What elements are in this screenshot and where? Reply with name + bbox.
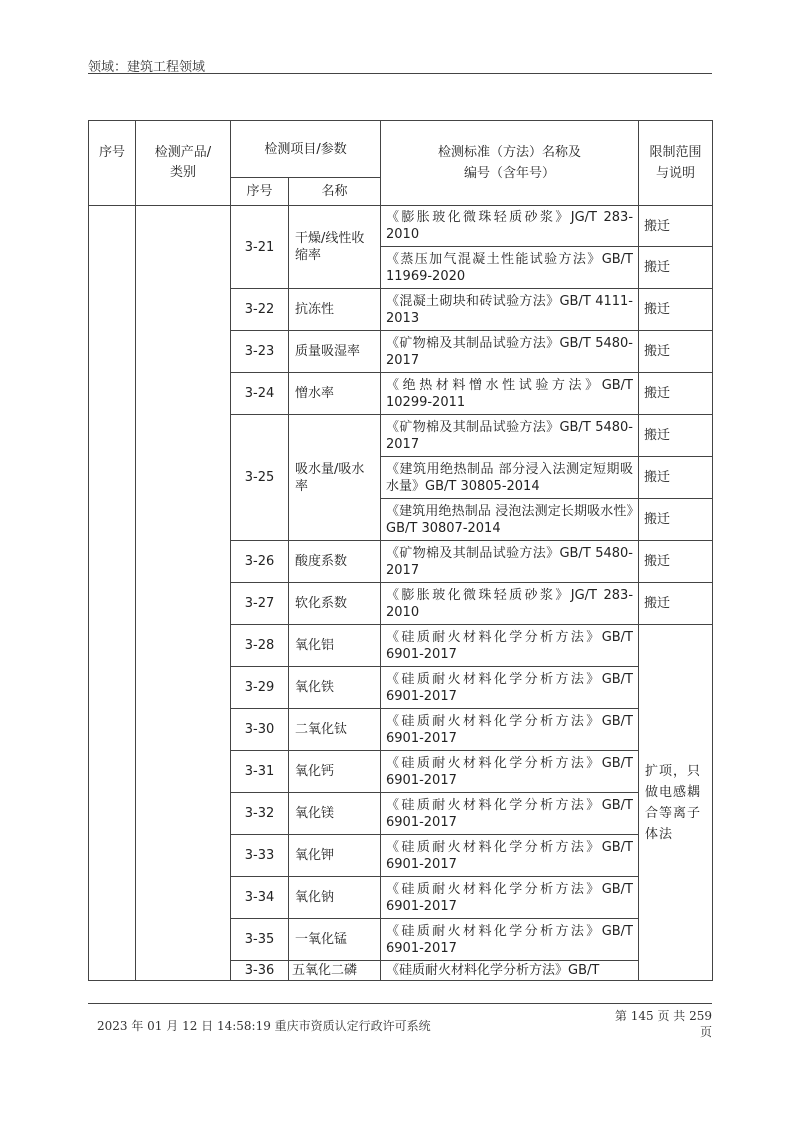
item-name: 干燥/线性收缩率 (289, 206, 381, 289)
limit-cell: 搬迁 (639, 583, 713, 625)
standard-cell: 《膨胀玻化微珠轻质砂浆》JG/T 283-2010 (381, 206, 639, 247)
item-name: 憎水率 (289, 373, 381, 415)
seq-cell-empty (89, 206, 136, 981)
limit-cell: 搬迁 (639, 289, 713, 331)
item-name: 抗冻性 (289, 289, 381, 331)
standard-cell: 《硅质耐火材料化学分析方法》GB/T 6901-2017 (381, 877, 639, 919)
standard-cell: 《硅质耐火材料化学分析方法》GB/T 6901-2017 (381, 667, 639, 709)
item-seq: 3-26 (231, 541, 289, 583)
standard-cell: 《硅质耐火材料化学分析方法》GB/T (381, 961, 639, 981)
item-seq: 3-33 (231, 835, 289, 877)
domain-label: 领域：建筑工程领域 (88, 60, 206, 75)
page-indicator (600, 1008, 712, 1040)
header-item-seq: 序号 (231, 178, 289, 206)
item-seq: 3-25 (231, 415, 289, 541)
footer-timestamp-system: 2023 年 01 月 12 日 14:58:19 重庆市资质认定行政许可系统 (97, 1019, 431, 1033)
limit-cell: 搬迁 (639, 499, 713, 541)
item-name: 氧化镁 (289, 793, 381, 835)
item-name: 一氧化锰 (289, 919, 381, 961)
item-name: 氧化钙 (289, 751, 381, 793)
standard-cell: 《膨胀玻化微珠轻质砂浆》JG/T 283-2010 (381, 583, 639, 625)
inspection-scope-table (88, 120, 713, 981)
item-name: 氧化钠 (289, 877, 381, 919)
header-seq: 序号 (89, 121, 136, 206)
item-seq: 3-31 (231, 751, 289, 793)
header-item-param: 检测项目/参数 (231, 121, 381, 178)
page-indicator-line1: 第 145 页 共 259 (614, 1009, 712, 1023)
item-seq: 3-28 (231, 625, 289, 667)
item-seq: 3-23 (231, 331, 289, 373)
item-seq: 3-34 (231, 877, 289, 919)
item-seq: 3-22 (231, 289, 289, 331)
item-seq: 3-35 (231, 919, 289, 961)
limit-cell: 搬迁 (639, 415, 713, 457)
standard-cell: 《建筑用绝热制品 部分浸入法测定短期吸水量》GB/T 30805-2014 (381, 457, 639, 499)
standard-cell: 《硅质耐火材料化学分析方法》GB/T 6901-2017 (381, 835, 639, 877)
limit-cell: 搬迁 (639, 541, 713, 583)
item-name: 酸度系数 (289, 541, 381, 583)
item-name: 软化系数 (289, 583, 381, 625)
header-limit-text: 限制范围与说明 (649, 145, 702, 181)
item-name: 五氧化二磷 (289, 961, 381, 981)
item-name: 质量吸湿率 (289, 331, 381, 373)
standard-cell: 《绝热材料憎水性试验方法》GB/T 10299-2011 (381, 373, 639, 415)
item-name: 二氧化钛 (289, 709, 381, 751)
standard-cell: 《蒸压加气混凝土性能试验方法》GB/T 11969-2020 (381, 247, 639, 289)
limit-cell: 搬迁 (639, 247, 713, 289)
item-seq: 3-21 (231, 206, 289, 289)
footer-divider (88, 1003, 712, 1004)
merged-limit-note: 扩项，只做电感耦合等离子体法 (639, 625, 713, 981)
standard-cell: 《硅质耐火材料化学分析方法》GB/T 6901-2017 (381, 709, 639, 751)
header-product-text: 检测产品/类别 (154, 145, 212, 180)
item-name: 吸水量/吸水率 (289, 415, 381, 541)
header-standard (381, 121, 639, 206)
item-seq: 3-29 (231, 667, 289, 709)
item-seq: 3-36 (231, 961, 289, 981)
standard-cell: 《混凝土砌块和砖试验方法》GB/T 4111-2013 (381, 289, 639, 331)
standard-cell: 《矿物棉及其制品试验方法》GB/T 5480-2017 (381, 541, 639, 583)
limit-cell: 搬迁 (639, 457, 713, 499)
item-seq: 3-30 (231, 709, 289, 751)
limit-cell: 搬迁 (639, 373, 713, 415)
header-divider (88, 73, 712, 74)
standard-cell: 《硅质耐火材料化学分析方法》GB/T 6901-2017 (381, 919, 639, 961)
standard-cell: 《硅质耐火材料化学分析方法》GB/T 6901-2017 (381, 793, 639, 835)
product-cell-empty (136, 206, 231, 981)
item-name: 氧化铁 (289, 667, 381, 709)
standard-cell: 《建筑用绝热制品 浸泡法测定长期吸水性》GB/T 30807-2014 (381, 499, 639, 541)
limit-cell: 搬迁 (639, 206, 713, 247)
standard-cell: 《矿物棉及其制品试验方法》GB/T 5480-2017 (381, 415, 639, 457)
item-seq: 3-24 (231, 373, 289, 415)
standard-cell: 《矿物棉及其制品试验方法》GB/T 5480-2017 (381, 331, 639, 373)
header-standard-text: 检测标准（方法）名称及编号（含年号） (438, 145, 582, 181)
item-seq: 3-32 (231, 793, 289, 835)
item-name: 氧化钾 (289, 835, 381, 877)
header-item-name: 名称 (289, 178, 381, 206)
header-product (136, 121, 231, 206)
limit-cell: 搬迁 (639, 331, 713, 373)
item-name: 氧化铝 (289, 625, 381, 667)
standard-cell: 《硅质耐火材料化学分析方法》GB/T 6901-2017 (381, 751, 639, 793)
page-indicator-line2: 页 (699, 1025, 712, 1039)
standard-cell: 《硅质耐火材料化学分析方法》GB/T 6901-2017 (381, 625, 639, 667)
header-limit (639, 121, 713, 206)
item-seq: 3-27 (231, 583, 289, 625)
